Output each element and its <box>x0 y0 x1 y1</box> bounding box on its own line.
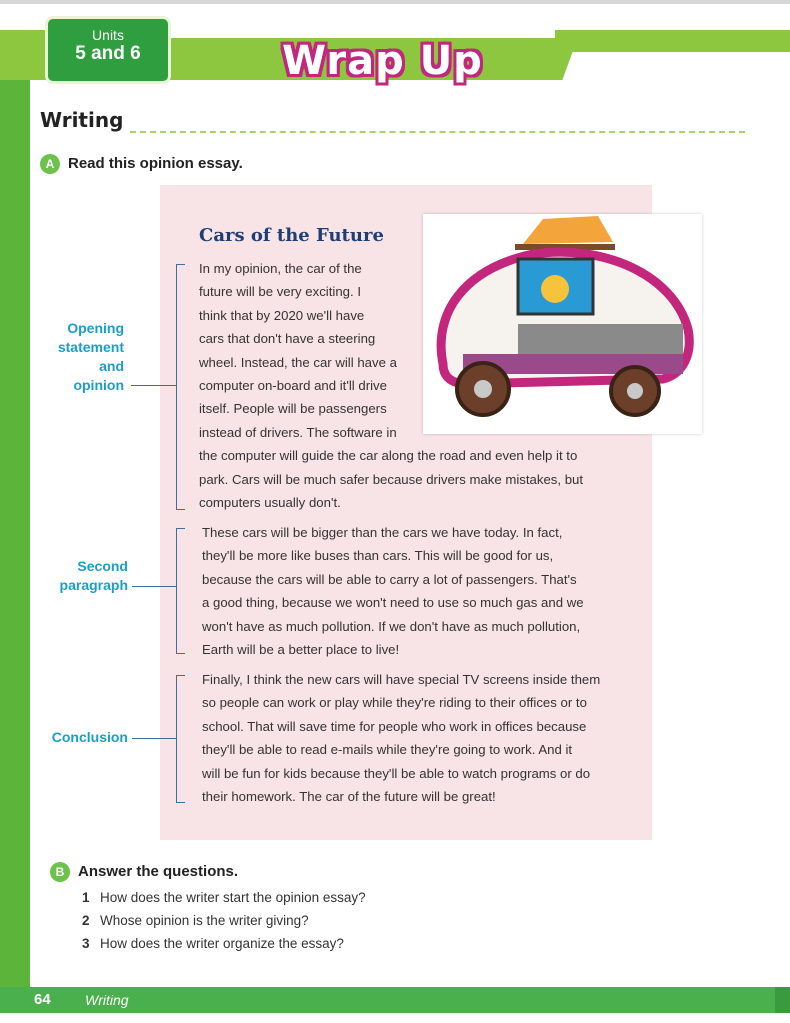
essay-paragraph-2 <box>202 521 584 661</box>
step-b-instruction: Answer the questions. <box>78 862 239 880</box>
essay-line: a good thing, because we won't need to use so much gas and we <box>202 595 584 611</box>
header-band-right <box>555 30 790 52</box>
essay-line: they'll be able to read e-mails while they're going to work. And it <box>202 742 573 758</box>
essay-line: wheel. Instead, the car will have a <box>199 354 397 370</box>
top-border <box>0 0 790 4</box>
question-number: 2 <box>82 913 90 928</box>
page-footer <box>0 987 790 1013</box>
section-title: Writing <box>40 108 124 132</box>
essay-line: the computer will guide the car along the road and even help it to <box>199 448 578 464</box>
footer-edge <box>775 987 790 1013</box>
essay-line: park. Cars will be much safer because drivers make mistakes, but <box>199 471 584 487</box>
question-item <box>82 913 366 936</box>
step-a-instruction: Read this opinion essay. <box>68 154 243 172</box>
connector-opening <box>131 385 176 386</box>
essay-line: so people can work or play while they're riding to their offices or to <box>202 695 587 711</box>
essay-line: future will be very exciting. I <box>199 284 361 300</box>
essay-line: cars that don't have a steering <box>199 331 376 347</box>
footer-section: Writing <box>85 992 129 1008</box>
question-text: How does the writer organize the essay? <box>100 936 344 951</box>
label-second-paragraph <box>40 557 128 595</box>
essay-line: These cars will be bigger than the cars we have today. In fact, <box>202 525 563 540</box>
label-line: statement <box>57 339 124 355</box>
essay-line: their homework. The car of the future will be great! <box>202 789 496 805</box>
step-b <box>50 862 238 882</box>
essay-line: computer on-board and it'll drive <box>199 378 387 394</box>
question-list <box>82 890 366 959</box>
essay-line: because the cars will be able to carry a lot of passengers. That's <box>202 571 577 587</box>
essay-line: Finally, I think the new cars will have special TV screens inside them <box>202 672 601 687</box>
essay-paragraph-1 <box>199 257 583 514</box>
label-line: Second <box>77 558 128 574</box>
label-line: Conclusion <box>51 729 128 745</box>
label-conclusion <box>40 728 128 747</box>
page-number: 64 <box>34 991 51 1008</box>
question-item <box>82 890 366 913</box>
essay-line: won't have as much pollution. If we don't have as much pollution, <box>202 618 581 634</box>
essay-line: itself. People will be passengers <box>199 401 387 417</box>
question-text: Whose opinion is the writer giving? <box>100 913 309 928</box>
label-line: opinion <box>73 377 124 393</box>
units-numbers: 5 and 6 <box>75 43 141 64</box>
left-green-bar <box>0 70 30 990</box>
units-badge <box>45 16 171 84</box>
connector-second <box>132 586 176 587</box>
question-item <box>82 936 366 959</box>
bracket-opening <box>176 264 177 510</box>
step-a <box>40 154 243 174</box>
essay-line: instead of drivers. The software in <box>199 424 397 440</box>
label-line: Opening <box>67 320 124 336</box>
label-opening-statement <box>40 319 124 395</box>
essay-paragraph-3 <box>202 668 600 808</box>
label-line: and <box>99 358 124 374</box>
essay-line: computers usually don't. <box>199 495 341 511</box>
essay-line: think that by 2020 we'll have <box>199 307 365 323</box>
units-label: Units <box>92 27 124 43</box>
step-b-badge: B <box>50 862 70 882</box>
essay-line: they'll be more like buses than cars. This will be good for us, <box>202 548 554 564</box>
essay-title: Cars of the Future <box>199 225 384 246</box>
question-text: How does the writer start the opinion essay? <box>100 890 366 905</box>
question-number: 1 <box>82 890 90 905</box>
essay-line: In my opinion, the car of the <box>199 261 362 276</box>
essay-line: school. That will save time for people who work in offices because <box>202 718 587 734</box>
question-number: 3 <box>82 936 90 951</box>
essay-line: will be fun for kids because they'll be able to watch programs or do <box>202 765 591 781</box>
essay-line: Earth will be a better place to live! <box>202 642 400 658</box>
bracket-second <box>176 528 177 654</box>
page-title: Wrap Up <box>282 38 483 84</box>
connector-conclusion <box>132 738 176 739</box>
section-divider <box>130 131 745 133</box>
step-a-badge: A <box>40 154 60 174</box>
bracket-conclusion <box>176 675 177 803</box>
label-line: paragraph <box>59 577 128 593</box>
